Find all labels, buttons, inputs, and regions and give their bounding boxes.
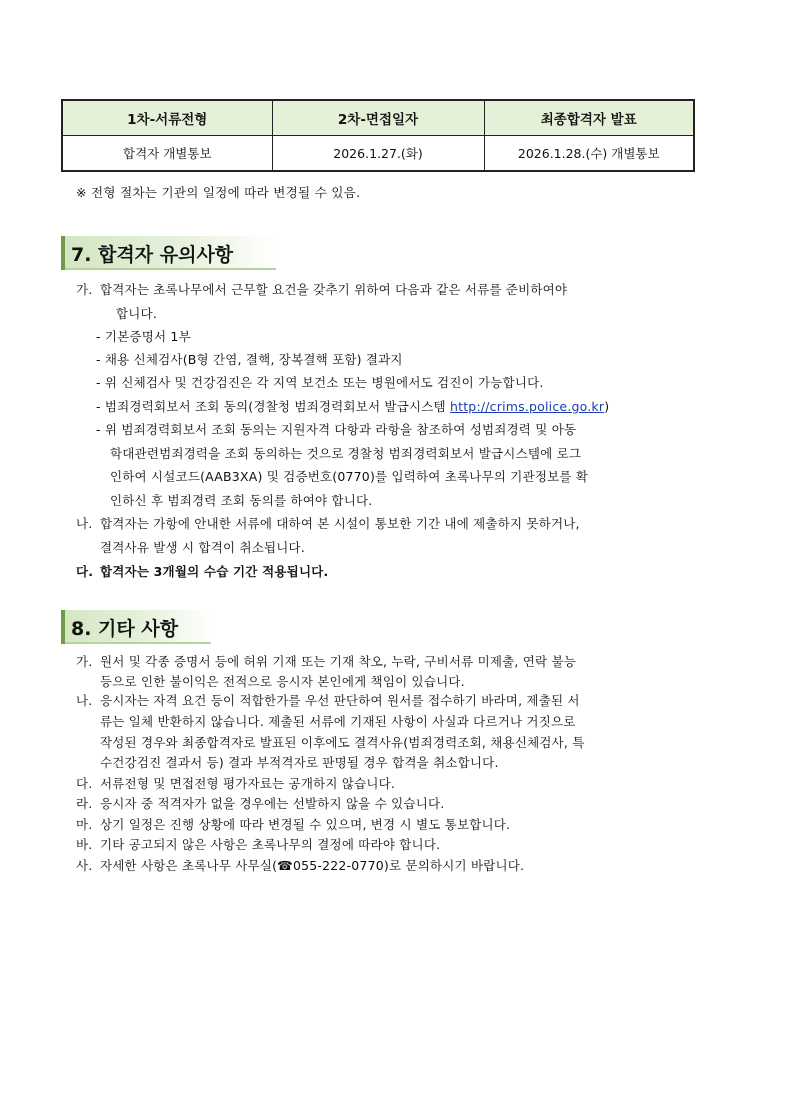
s7-item-da: 다. 합격자는 3개월의 수습 기간 적용됩니다. <box>76 564 329 579</box>
s8-item-na-line1: 나. 응시자는 자격 요건 등이 적합한가를 우선 판단하여 원서를 접수하기 바라며, 제출된 서 <box>76 693 580 708</box>
s7-item-na-line1: 나. 합격자는 가항에 안내한 서류에 대하여 본 시설이 통보한 기간 내에 제출하지 못하거나, <box>76 516 580 531</box>
list-marker: 사. <box>76 858 93 873</box>
list-marker: 가. <box>76 654 93 669</box>
list-marker: 나. <box>76 516 93 531</box>
table-cell: 합격자 개별통보 <box>62 136 272 172</box>
s8-item-ga-line2: 등으로 인한 불이익은 전적으로 응시자 본인에게 책임이 있습니다. <box>100 674 465 689</box>
list-marker: 나. <box>76 693 93 708</box>
table-header-cell: 2차-면접일자 <box>272 100 484 136</box>
s7-item-ga-line2: 합니다. <box>116 306 157 321</box>
table-header-cell: 최종합격자 발표 <box>484 100 694 136</box>
s7-bullet-5-line3: 인하여 시설코드(AAB3XA) 및 검증번호(0770)를 입력하여 초록나무의 기관정보를 확 <box>110 469 589 484</box>
section-7-title: 7. 합격자 유의사항 <box>71 243 234 266</box>
crims-link[interactable]: http://crims.police.go.kr <box>449 399 605 414</box>
table-header-cell: 1차-서류전형 <box>62 100 272 136</box>
table-cell: 2026.1.27.(화) <box>272 136 484 172</box>
schedule-note: ※ 전형 절차는 기관의 일정에 따라 변경될 수 있음. <box>76 185 361 200</box>
list-marker: 가. <box>76 282 93 297</box>
s7-bullet-5-line4: 인하신 후 범죄경력 조회 동의를 하여야 합니다. <box>110 493 373 508</box>
s8-item-da: 다. 서류전형 및 면접전형 평가자료는 공개하지 않습니다. <box>76 776 396 791</box>
list-marker: 다. <box>76 564 94 579</box>
s8-item-na-line4: 수건강검진 결과서 등) 결과 부적격자로 판명될 경우 합격을 취소합니다. <box>100 755 499 770</box>
s8-item-ba: 바. 기타 공고되지 않은 사항은 초록나무의 결정에 따라야 합니다. <box>76 837 441 852</box>
schedule-table <box>61 99 695 172</box>
s7-item-na-line2: 결격사유 발생 시 합격이 취소됩니다. <box>100 540 305 555</box>
s7-bullet-5-line1: - 위 범죄경력회보서 조회 동의는 지원자격 다항과 라항을 참조하여 성범죄경력 및 아동 <box>96 422 577 437</box>
list-marker: 바. <box>76 837 93 852</box>
s8-item-ra: 라. 응시자 중 적격자가 없을 경우에는 선발하지 않을 수 있습니다. <box>76 796 445 811</box>
list-marker: 마. <box>76 817 93 832</box>
s7-bullet-3: - 위 신체검사 및 건강검진은 각 지역 보건소 또는 병원에서도 검진이 가능합니다. <box>96 375 544 390</box>
list-marker: 다. <box>76 776 93 791</box>
s7-bullet-2: - 채용 신체검사(B형 간염, 결핵, 장복결핵 포함) 결과지 <box>96 352 403 367</box>
s7-bullet-5-line2: 학대관련범죄경력을 조회 동의하는 것으로 경찰청 범죄경력회보서 발급시스템에 로그 <box>110 446 582 461</box>
s7-bullet-4: - 범죄경력회보서 조회 동의(경찰청 범죄경력회보서 발급시스템 http://crims.police.go.kr) <box>96 399 610 414</box>
table-row <box>62 136 694 172</box>
s7-bullet-1: - 기본증명서 1부 <box>96 329 191 344</box>
table-cell: 2026.1.28.(수) 개별통보 <box>484 136 694 172</box>
s8-item-ma: 마. 상기 일정은 진행 상황에 따라 변경될 수 있으며, 변경 시 별도 통보합니다. <box>76 817 511 832</box>
s7-item-ga-line1: 가. 합격자는 초록나무에서 근무할 요건을 갖추기 위하여 다음과 같은 서류를 준비하여야 <box>76 282 568 297</box>
s8-item-sa: 사. 자세한 사항은 초록나무 사무실(☎055-222-0770)로 문의하시기 바랍니다. <box>76 858 525 873</box>
section-8-header <box>61 610 211 644</box>
list-marker: 라. <box>76 796 93 811</box>
section-7-header <box>61 236 276 270</box>
s8-item-na-line2: 류는 일체 반환하지 않습니다. 제출된 서류에 기재된 사항이 사실과 다르거나 거짓으로 <box>100 714 576 729</box>
table-header-row <box>62 100 694 136</box>
s8-item-ga-line1: 가. 원서 및 각종 증명서 등에 허위 기재 또는 기재 착오, 누락, 구비서류 미제출, 연락 불능 <box>76 654 577 669</box>
s8-item-na-line3: 작성된 경우와 최종합격자로 발표된 이후에도 결격사유(범죄경력조회, 채용신체검사, 특 <box>100 735 585 750</box>
section-8-title: 8. 기타 사항 <box>71 617 179 640</box>
